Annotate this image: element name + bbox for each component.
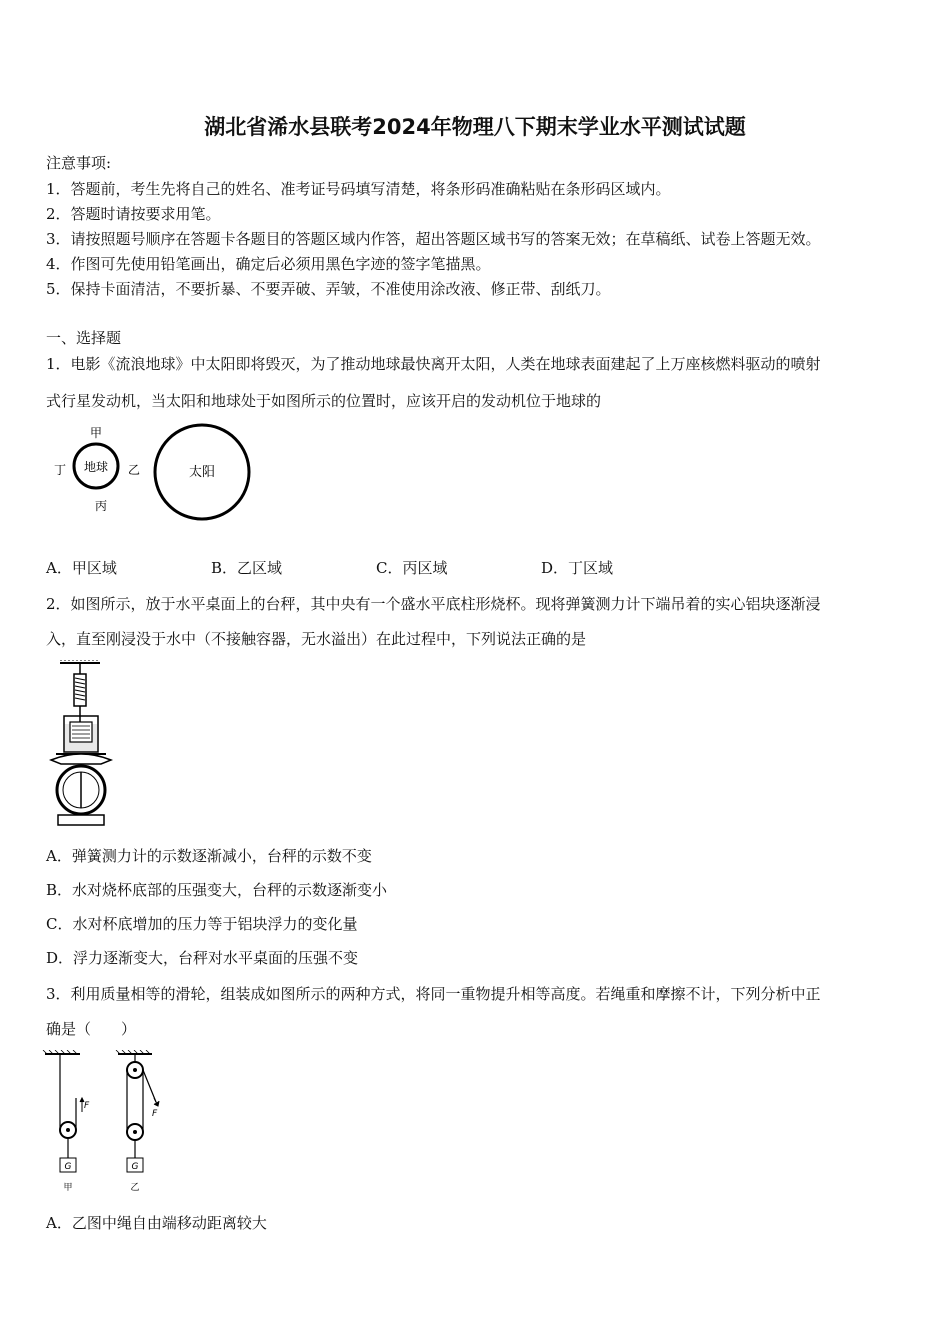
option-a[interactable]: A．甲区域 [46,559,117,577]
question-2-option-d[interactable]: D．浮力逐渐变大，台秤对水平桌面的压强不变 [46,949,359,967]
figure-label-b: 乙 [130,1183,140,1193]
region-right-label: 乙 [127,463,141,477]
pulley-figure [40,1050,180,1200]
question-3-option-a[interactable]: A．乙图中绳自由端移动距离较大 [46,1214,267,1232]
force-label-a: F [84,1101,90,1111]
section-heading: 一、选择题 [46,329,122,347]
question-2-option-c[interactable]: C．水对杯底增加的压力等于铝块浮力的变化量 [46,915,358,933]
question-2-text-cont: 入，直至刚浸没于水中（不接触容器，无水溢出）在此过程中，下列说法正确的是 [46,630,587,648]
question-3-text: 3．利用质量相等的滑轮，组装成如图所示的两种方式，将同一重物提升相等高度。若绳重和摩擦不计，下列分析中正 [46,985,821,1003]
notice-item: 1．答题前，考生先将自己的姓名、准考证号码填写清楚，将条形码准确粘贴在条形码区域内。 [46,180,671,198]
question-2-option-b[interactable]: B．水对烧杯底部的压强变大，台秤的示数逐渐变小 [46,881,388,899]
notice-item: 5．保持卡面清洁，不要折暴、不要弄破、弄皱，不准使用涂改液、修正带、刮纸刀。 [46,280,611,298]
page-title: 湖北省浠水县联考2024年物理八下期末学业水平测试试题 [204,115,746,139]
notice-heading: 注意事项: [46,154,112,172]
weight-label-a: G [64,1162,72,1172]
weight-label-b: G [131,1162,139,1172]
option-c[interactable]: C．丙区域 [376,559,448,577]
sun-label: 太阳 [188,465,216,480]
notice-item: 3．请按照题号顺序在答题卡各题目的答题区域内作答，超出答题区域书写的答案无效；在草稿纸、试卷上答题无效。 [46,230,821,248]
figure-label-a: 甲 [63,1183,73,1193]
question-3-text-cont: 确是（ ） [46,1020,137,1038]
region-left-label: 丁 [53,463,67,477]
notice-item: 2．答题时请按要求用笔。 [46,205,221,223]
sun-earth-figure [46,422,266,522]
spring-scale-figure [46,660,116,830]
earth-label: 地球 [83,460,109,474]
region-bottom-label: 丙 [94,499,108,513]
region-top-label: 甲 [89,426,103,440]
option-b[interactable]: B．乙区域 [211,559,283,577]
question-1-options [46,557,691,578]
question-1-text-cont: 式行星发动机，当太阳和地球处于如图所示的位置时，应该开启的发动机位于地球的 [46,392,602,410]
option-d[interactable]: D．丁区域 [541,559,614,577]
question-1-text: 1．电影《流浪地球》中太阳即将毁灭，为了推动地球最快离开太阳，人类在地球表面建起了上万座核燃料驱动的喷射 [46,355,821,373]
question-2-text: 2．如图所示，放于水平桌面上的台秤，其中央有一个盛水平底柱形烧杯。现将弹簧测力计下端吊着的实心铝块逐渐浸 [46,595,821,613]
force-label-b: F [152,1109,158,1119]
question-2-option-a[interactable]: A．弹簧测力计的示数逐渐减小，台秤的示数不变 [46,847,372,865]
notice-item: 4．作图可先使用铅笔画出，确定后必须用黑色字迹的签字笔描黑。 [46,255,491,273]
